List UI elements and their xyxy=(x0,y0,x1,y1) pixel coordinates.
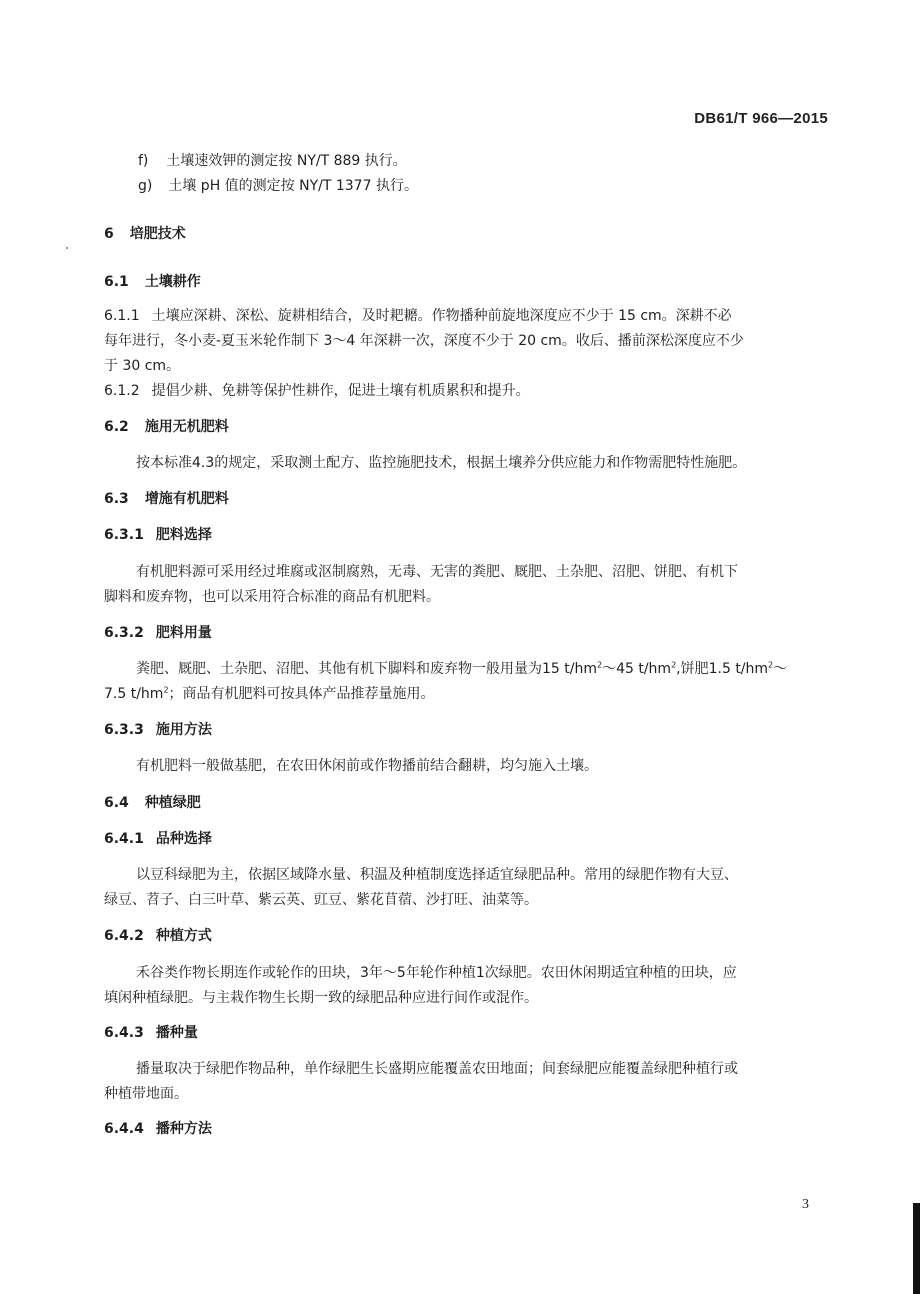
page-number: 3 xyxy=(802,1197,809,1212)
paragraph-6-1-1-line1: 6.1.1 土壤应深耕、深松、旋耕相结合，及时耙耱。作物播种前旋地深度应不少于 15 cm。深耕不必 xyxy=(104,308,732,324)
section-heading-6-4-2: 6.4.2 种植方式 xyxy=(104,928,212,944)
section-heading-6-3: 6.3 增施有机肥料 xyxy=(104,491,229,507)
paragraph-6-4-3-line2: 种植带地面。 xyxy=(104,1086,188,1102)
paragraph-6-4-3-line1: 播量取决于绿肥作物品种，单作绿肥生长盛期应能覆盖农田地面；间套绿肥应能覆盖绿肥种植行或 xyxy=(136,1061,738,1077)
paragraph-6-3-1-line2: 脚料和废弃物，也可以采用符合标准的商品有机肥料。 xyxy=(104,589,440,605)
section-heading-6-3-1: 6.3.1 肥料选择 xyxy=(104,527,212,543)
list-item-f xyxy=(138,150,407,170)
section-heading-6-4-1: 6.4.1 品种选择 xyxy=(104,831,212,847)
paragraph-6-3-2-line2: 7.5 $t/hm^2$；商品有机肥料可按具体产品推荐量施用。 xyxy=(104,685,435,702)
section-heading-6-3-2: 6.3.2 肥料用量 xyxy=(104,625,212,641)
section-heading-6-2: 6.2 施用无机肥料 xyxy=(104,419,229,435)
paragraph-6-4-2-line2: 填闲种植绿肥。与主栽作物生长期一致的绿肥品种应进行间作或混作。 xyxy=(104,990,538,1006)
list-label: f) xyxy=(138,153,149,169)
paragraph-6-1-2: 6.1.2 提倡少耕、免耕等保护性耕作，促进土壤有机质累积和提升。 xyxy=(104,383,530,399)
section-heading-6-1: 6.1 土壤耕作 xyxy=(104,274,201,290)
document-code: DB61/T 966—2015 xyxy=(694,110,828,127)
paragraph-6-4-2-line1: 禾谷类作物长期连作或轮作的田块，3年～5年轮作种植1次绿肥。农田休闲期适宜种植的田块，应 xyxy=(136,965,737,981)
list-text: 土壤 pH 值的测定按 NY/T 1377 执行。 xyxy=(168,178,418,194)
list-label: g) xyxy=(138,178,153,194)
section-heading-6: 6 培肥技术 xyxy=(104,226,186,242)
paragraph-6-3-2-line1: 粪肥、厩肥、土杂肥、沼肥、其他有机下脚料和废弃物一般用量为15 $t/hm^2\sim 45$ $t/hm^2$,饼肥1.5 $t/hm^2\sim$ xyxy=(136,660,788,677)
list-item-g xyxy=(138,175,418,195)
section-heading-6-3-3: 6.3.3 施用方法 xyxy=(104,722,212,738)
scan-edge-bar xyxy=(913,1203,920,1294)
section-heading-6-4: 6.4 种植绿肥 xyxy=(104,795,201,811)
paragraph-6-1-1-line2: 每年进行，冬小麦-夏玉米轮作制下 3～4 年深耕一次，深度不少于 20 cm。收后、播前深松深度应不少 xyxy=(104,333,744,349)
section-heading-6-4-4: 6.4.4 播种方法 xyxy=(104,1121,212,1137)
paragraph-6-2: 按本标准4.3的规定，采取测土配方、监控施肥技术，根据土壤养分供应能力和作物需肥特性施肥。 xyxy=(136,455,747,471)
paragraph-6-4-1-line1: 以豆科绿肥为主，依据区域降水量、积温及种植制度选择适宜绿肥品种。常用的绿肥作物有大豆、 xyxy=(136,867,738,883)
paragraph-6-3-1-line1: 有机肥料源可采用经过堆腐或沤制腐熟，无毒、无害的粪肥、厩肥、土杂肥、沼肥、饼肥、有机下 xyxy=(136,564,738,580)
scan-speck xyxy=(66,247,68,249)
paragraph-6-4-1-line2: 绿豆、苕子、白三叶草、紫云英、豇豆、紫花苜蓿、沙打旺、油菜等。 xyxy=(104,892,538,908)
list-text: 土壤速效钾的测定按 NY/T 889 执行。 xyxy=(166,153,407,169)
section-heading-6-4-3: 6.4.3 播种量 xyxy=(104,1025,198,1041)
paragraph-6-1-1-line3: 于 30 cm。 xyxy=(104,358,181,374)
paragraph-6-3-3: 有机肥料一般做基肥，在农田休闲前或作物播前结合翻耕，均匀施入土壤。 xyxy=(136,758,598,774)
